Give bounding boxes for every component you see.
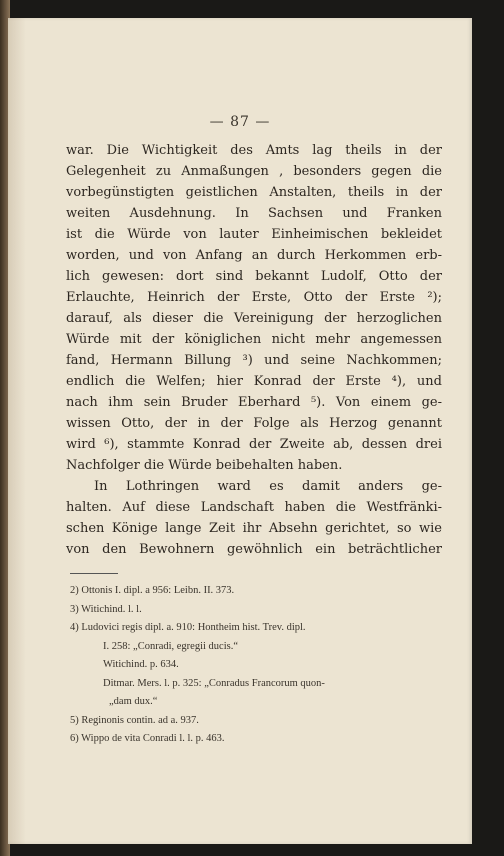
- text-line: Erlauchte, Heinrich der Erste, Otto der Erste ²);: [66, 290, 442, 305]
- text-line: vorbegünstigten geistlichen Anstalten, theils in der: [66, 185, 442, 200]
- footnote-line: 5) Reginonis contin. ad a. 937.: [70, 714, 199, 726]
- text-line: endlich die Welfen; hier Konrad der Erste ⁴), und: [66, 374, 442, 389]
- footnote-line: 3) Witichind. l. l.: [70, 603, 142, 615]
- footnotes: [70, 582, 400, 749]
- text-line: wird ⁶), stammte Konrad der Zweite ab, dessen drei: [66, 437, 442, 452]
- text-line: weiten Ausdehnung. In Sachsen und Franken: [66, 206, 442, 221]
- page-number: — 87 —: [209, 114, 271, 130]
- text-line: war. Die Wichtigkeit des Amts lag theils in der: [66, 143, 442, 158]
- text-line: worden, und von Anfang an durch Herkommen erb-: [66, 248, 442, 263]
- footnote-divider: [70, 573, 118, 574]
- text-line: schen Könige lange Zeit ihr Absehn gerichtet, so wie: [66, 521, 442, 536]
- text-line: Gelegenheit zu Anmaßungen , besonders gegen die: [66, 164, 442, 179]
- footnote-line: 6) Wippo de vita Conradi l. l. p. 463.: [70, 733, 225, 744]
- footnote-line: 4) Ludovici regis dipl. a. 910: Hontheim hist. Trev. dipl.: [70, 622, 306, 633]
- text-line: fand, Hermann Billung ³) und seine Nachkommen;: [66, 353, 442, 368]
- text-line: In Lothringen ward es damit anders ge-: [94, 479, 442, 494]
- footnote-line: I. 258: „Conradi, egregii ducis.“: [103, 640, 239, 652]
- text-line: ist die Würde von lauter Einheimischen bekleidet: [66, 227, 442, 242]
- footnote-line: „dam dux.“: [109, 696, 158, 707]
- footnote-line: Ditmar. Mers. l. p. 325: „Conradus Francorum quon-: [103, 677, 325, 689]
- main-text: [66, 140, 442, 560]
- text-line: von den Bewohnern gewöhnlich ein beträchtlicher: [66, 542, 442, 557]
- text-line: darauf, als dieser die Vereinigung der herzoglichen: [66, 311, 442, 326]
- footnote-line: 2) Ottonis I. dipl. a 956: Leibn. II. 373.: [70, 585, 235, 596]
- text-line: nach ihm sein Bruder Eberhard ⁵). Von einem ge-: [66, 395, 442, 410]
- footnote-line: Witichind. p. 634.: [103, 659, 179, 670]
- book-page: [8, 18, 472, 844]
- text-line: halten. Auf diese Landschaft haben die Westfränki-: [66, 500, 442, 515]
- text-line: wissen Otto, der in der Folge als Herzog genannt: [66, 416, 442, 431]
- text-line: lich gewesen: dort sind bekannt Ludolf, Otto der: [66, 269, 442, 284]
- text-line: Würde mit der königlichen nicht mehr angemessen: [66, 332, 442, 347]
- text-line: Nachfolger die Würde beibehalten haben.: [66, 458, 343, 473]
